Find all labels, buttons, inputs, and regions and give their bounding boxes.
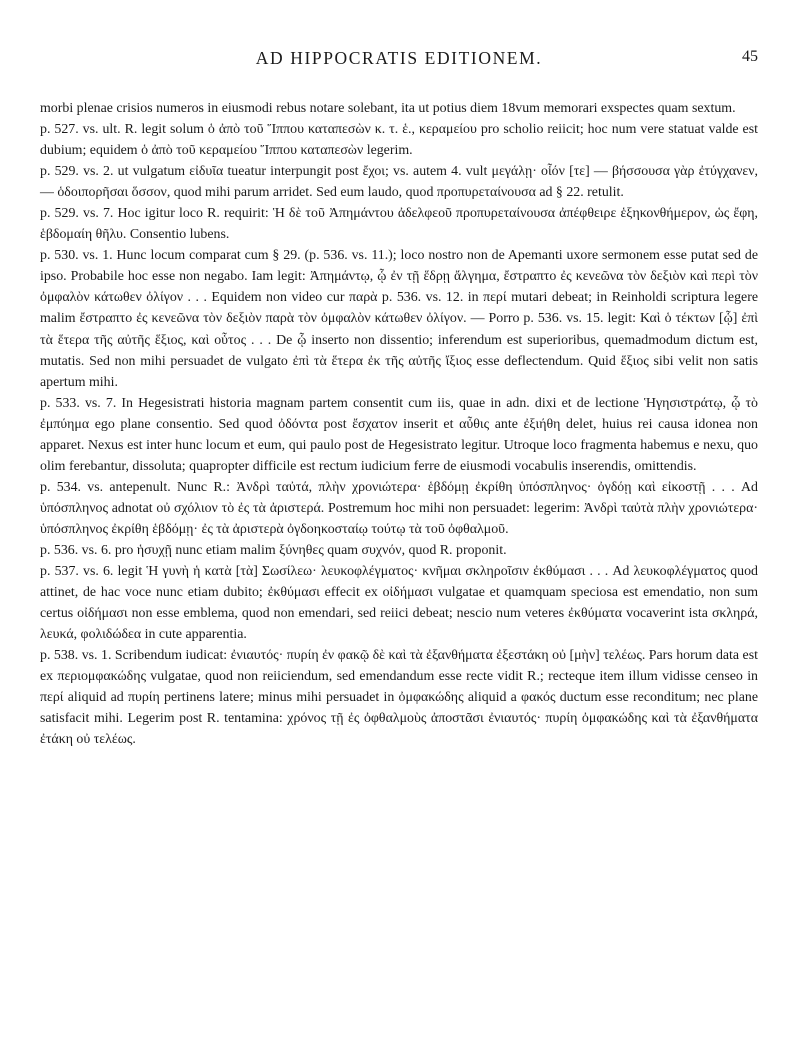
running-title: AD HIPPOCRATIS EDITIONEM. [255,48,543,68]
page-number: 45 [742,48,758,65]
paragraph-p530: p. 530. vs. 1. Hunc locum comparat cum § 29. (p. 536. vs. 11.); loco nostro non de Apemanti uxore sermonem esse putat sed de ipso. Probabile hoc esse non negabo. Iam legit: Ἀπημάντῳ, ᾧ ἐν τῇ ἕδρῃ ἄλγημα, ἔστραπτο ἐς κενεῶνα τὸν δεξιὸν καὶ περὶ τὸν ὀμφαλὸν κάτωθεν ὀλίγον . . . Equidem non video cur παρὰ p. 536. vs. 12. in περί mutari debeat; in Reinholdi scriptura legere malim ἔστραπτο ἐς κενεῶνα τὸν δεξιὸν παρὰ τὸν ὀμφαλὸν κάτωθεν ὀλίγον. — Porro p. 536. vs. 15. legit: Καὶ ὁ τέκτων [ᾧ] ἐπὶ τὰ ἕτερα τῆς αὐτῆς ἕξιος, καὶ οὗτος . . . De ᾧ inserto non dissentio; inferendum est superioribus, quemadmodum dictum est, mutatis. Sed non mihi persuadet de vulgato ἐπὶ τὰ ἕτερα ἐκ τῆς αὐτῆς ἴξιος esse deflectendum. Quid ἕξιος sibi velit non satis apertum mihi. [40,248,758,390]
paragraph-p527: p. 527. vs. ult. R. legit solum ὁ ἀπὸ τοῦ Ἵππου καταπεσὼν κ. τ. ἑ., κεραμείου pro scholio reiicit; hoc num vere statuat valde est dubium; equidem ὁ ἀπὸ τοῦ κεραμείου Ἵππου καταπεσὼν legerim. [40,122,758,159]
page-header [40,48,758,70]
paragraph-p536: p. 536. vs. 6. pro ἡσυχῇ nunc etiam malim ξύνηθες quam συχνόν, quod R. proponit. [40,542,507,558]
paragraph-p529-vs7: p. 529. vs. 7. Hoc igitur loco R. requirit: Ἡ δὲ τοῦ Ἀπημάντου ἀδελφεοῦ προπυρεταίνουσα ἀπέφθειρε ἑξηκονθήμερον, ὡς ἔφη, ἑβδομαίη θῆλυ. Consentio lubens. [40,206,758,243]
paragraph-p534: p. 534. vs. antepenult. Nunc R.: Ἀνδρὶ ταὐτά, πλὴν χρονιώτερα· ἑβδόμῃ ἐκρίθη ὑπόσπληνος· ὀγδόῃ καὶ εἰκοστῇ . . . Ad ὑπόσπληνος adnotat οὐ σχόλιον τὸ ἐς τὰ ἀριστερά. Postremum hoc mihi non persuadet: legerim: Ἀνδρὶ ταὐτὰ πλὴν χρονιώτερα· ὑπόσπληνος ἐκρίθη ἑβδόμῃ· ἐς τὰ ἀριστερὰ ὀγδοηκοσταίῳ τούτῳ τὰ τοῦ ὀφθαλμοῦ. [40,479,758,537]
paragraph-p537: p. 537. vs. 6. legit Ἡ γυνὴ ἡ κατὰ [τὰ] Σωσίλεω· λευκοφλέγματος· κνῆμαι σκληροῖσιν ἐκθύμασι . . . Ad λευκοφλέγματος quod attinet, de hac voce nunc etiam dubito; ἐκθύμασι effecit ex οἰδήμασι vulgatae et quamquam speciosa est emendatio, non sum certus οἰδήμασι non esse emblema, quod non emendari, sed reiici debeat; nescio num veteres ἐκθύματα vocaverint ista σκληρά, λευκά, φολιδώδεα in cute apparentia. [40,564,758,643]
paragraph-continuation: morbi plenae crisios numeros in eiusmodi rebus notare solebant, ita ut potius diem 18vum memorari exspectes quam sextum. [40,101,736,116]
paragraph-p529-vs2: p. 529. vs. 2. ut vulgatum εἰδυῖα tueatur interpungit post ἔχοι; vs. autem 4. vult μεγάλῃ· οἷόν [τε] — βήσσουσα γὰρ ἐτύγχανεν, — ὁδοιπορῆσαι ὅσσον, quod mihi parum arridet. Sed eum laudo, quod προπυρεταίνουσα ad § 22. retulit. [40,164,758,201]
body-text [40,98,758,750]
paragraph-p533: p. 533. vs. 7. In Hegesistrati historia magnam partem consentit cum iis, quae in adn. dixi et de lectione Ἡγησιστράτῳ, ᾧ τὸ ἐμπύημα ego plane consentio. Sed quod ὀδόντα post ἔσχατον inserit et αὖθις ante ἐξιήθη delet, huius rei causa idonea non apparet. Nexus est inter hunc locum et eum, qui paulo post de Hegesistrato legitur. Utroque loco fragmenta habemus e nexu, quo olim ferebantur, dissoluta; quapropter difficile est rectum iudicium ferre de eiusmodi vocabulis inserendis, omittendis. [40,395,758,474]
paragraph-p538: p. 538. vs. 1. Scribendum iudicat: ἐνιαυτός· πυρίη ἐν φακῷ δὲ καὶ τὰ ἐξανθήματα ἐξεστάκη οὐ [μὴν] τελέως. Pars horum data est ex περιομφακώδης vulgatae, quod non reiiciendum, sed emendandum esse recte vidit R.; recteque item illum vidisse censeo in περί aliquid ad πυρίη pertinens latere; minus mihi persuadet in ὀμφακώδης aliquid a φακός ductum esse reconditum; nec plane satisfacit mihi. Legerim post R. tentamina: χρόνος τῇ ἐς ὀφθαλμοὺς ἀποστᾶσι ἐνιαυτός· πυρίη ὀμφακώδης καὶ τὰ ἐξανθήματα ἐτάκη οὐ τελέως. [40,648,758,748]
